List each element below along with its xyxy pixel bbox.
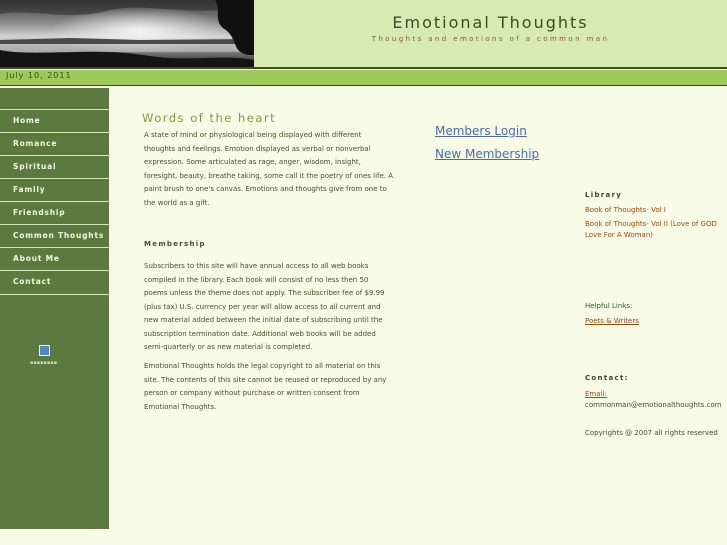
sidebar-nav [0,88,109,529]
new-membership-link[interactable]: New Membership [435,147,540,161]
library-book-1[interactable]: Book of Thoughts- Vol I [585,206,666,214]
nav-label: Common Thoughts [13,231,105,240]
nav-label: Home [13,116,41,125]
nav-label: Contact [13,277,52,286]
library-heading: Library [585,191,623,199]
nav-label: Friendship [13,208,66,217]
nav-item-contact[interactable] [0,270,109,293]
site-tagline: Thoughts and emotions of a common man [371,35,610,43]
contact-heading: Contact: [585,374,629,382]
site-header [0,0,727,67]
page-heading: Words of the heart [142,111,277,125]
nav-item-spiritual[interactable] [0,155,109,178]
library-book-2[interactable]: Book of Thoughts- Vol II (Love of GOD Love For A Woman) [585,220,717,239]
site-badge-icon[interactable] [39,345,50,356]
date-divider [0,85,727,86]
nav-item-family[interactable] [0,178,109,201]
email-label-link[interactable]: Email: [585,390,607,398]
date-bar [0,70,727,85]
nav-item-common-thoughts[interactable] [0,224,109,247]
poets-writers-link[interactable]: Poets & Writers [585,317,639,325]
members-login-link[interactable]: Members Login [435,124,527,138]
contact-email: commonman@emotionalthoughts.com [585,401,722,409]
nav-item-about-me[interactable] [0,247,109,270]
header-landscape-photo [0,0,254,67]
membership-paragraph: Subscribers to this site will have annual access to all web books compiled in the library. Each book will consist of no less then 50 poems unless the theme does not apply. The subscriber fee of $9.99 (plus tax) U.S. currency per year will allow access to all current and new material added between the initial date of subscribing until the subscription termination date. Additional web books will be added semi-quarterly or as new material is completed. [144,262,385,351]
copyright-paragraph: Emotional Thoughts holds the legal copyright to all material on this site. The contents of this site cannot be reused or reproduced by any person or company without purchase or written consent from Emotional Thoughts. [144,362,387,411]
nav-label: About Me [13,254,60,263]
nav-item-romance[interactable] [0,132,109,155]
nav-label: Romance [13,139,58,148]
main-content [109,88,727,529]
nav-item-home[interactable] [0,109,109,132]
footer-copyright: Copyrights @ 2007 all rights reserved [585,429,718,437]
badge-caption: ▪▪▪▪▪▪▪▪ [30,360,58,366]
helpful-links-heading: Helpful Links: [585,302,633,310]
nav-item-friendship[interactable] [0,201,109,224]
nav-divider [0,294,109,295]
site-title: Emotional Thoughts [392,13,589,32]
nav-label: Family [13,185,46,194]
current-date: July 10, 2011 [6,71,72,80]
membership-heading: Membership [144,240,206,248]
sunset-lake-image [0,0,254,67]
header-divider [0,67,727,69]
nav-label: Spiritual [13,162,57,171]
intro-paragraph: A state of mind or physiological being displayed with different thoughts and feelings. Emotion displayed as verbal or nonverbal expression. Some articulated as rage, anger, wisdom, insight, foresight, beauty, breathe taking, some call it the poetry of ones life. A paint brush to one's canvas. Emotions and thoughts give from one to the world as a gift. [144,131,394,207]
